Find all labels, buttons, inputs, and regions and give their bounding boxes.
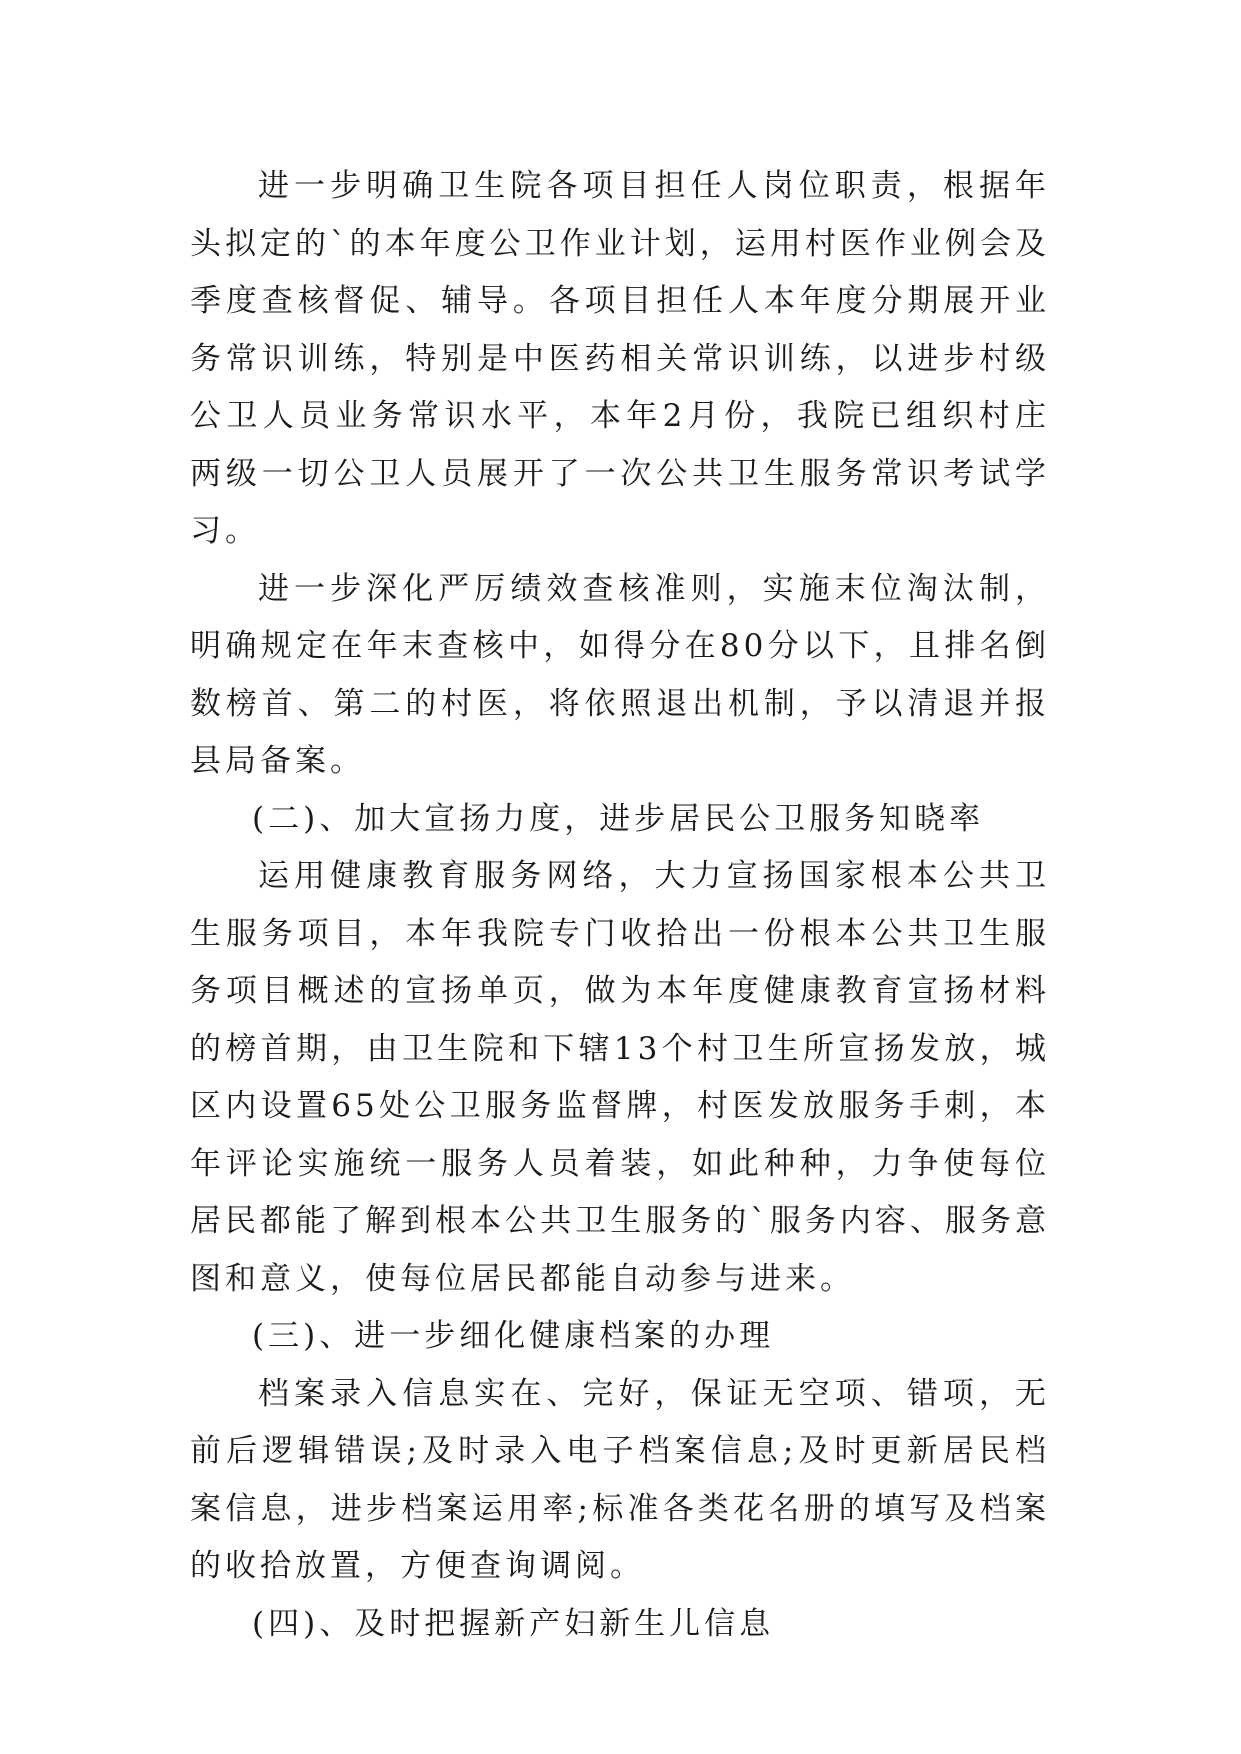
paragraph-health-records: 档案录入信息实在、完好，保证无空项、错项，无前后逻辑错误;及时录入电子档案信息;及时更新居民档案信息，进步档案运用率;标准各类花名册的填写及档案的收拾放置，方便查询调阅。 <box>190 1375 1050 1584</box>
paragraph-publicity: 运用健康教育服务网络，大力宣扬国家根本公共卫生服务项目，本年我院专门收拾出一份根本公共卫生服务项目概述的宣扬单页，做为本年度健康教育宣扬材料的榜首期，由卫生院和下辖13个村卫生所宣扬发放，城区内设置65处公卫服务监督牌，村医发放服务手刺，本年评论实施统一服务人员着装，如此种种，力争使每位居民都能了解到根本公共卫生服务的`服务内容、服务意图和意义，使每位居民都能自动参与进来。 <box>190 858 1050 1297</box>
section-heading-2: (二)、加大宣扬力度，进步居民公卫服务知晓率 <box>252 800 985 837</box>
paragraph-performance-assessment: 进一步深化严厉绩效查核准则，实施末位淘汰制，明确规定在年末查核中，如得分在80分以下，且排名倒数榜首、第二的村医，将依照退出机制，予以清退并报县局备案。 <box>190 570 1050 779</box>
document-body <box>190 158 1050 1653</box>
section-heading-3: (三)、进一步细化健康档案的办理 <box>252 1318 775 1354</box>
section-heading-4: (四)、及时把握新产妇新生儿信息 <box>252 1605 775 1642</box>
paragraph-job-responsibilities: 进一步明确卫生院各项目担任人岗位职责，根据年头拟定的`的本年度公卫作业计划，运用村医作业例会及季度查核督促、辅导。各项目担任人本年度分期展开业务常识训练，特别是中医药相关常识训练，以进步村级公卫人员业务常识水平，本年2月份，我院已组织村庄两级一切公卫人员展开了一次公共卫生服务常识考试学习。 <box>190 168 1050 549</box>
